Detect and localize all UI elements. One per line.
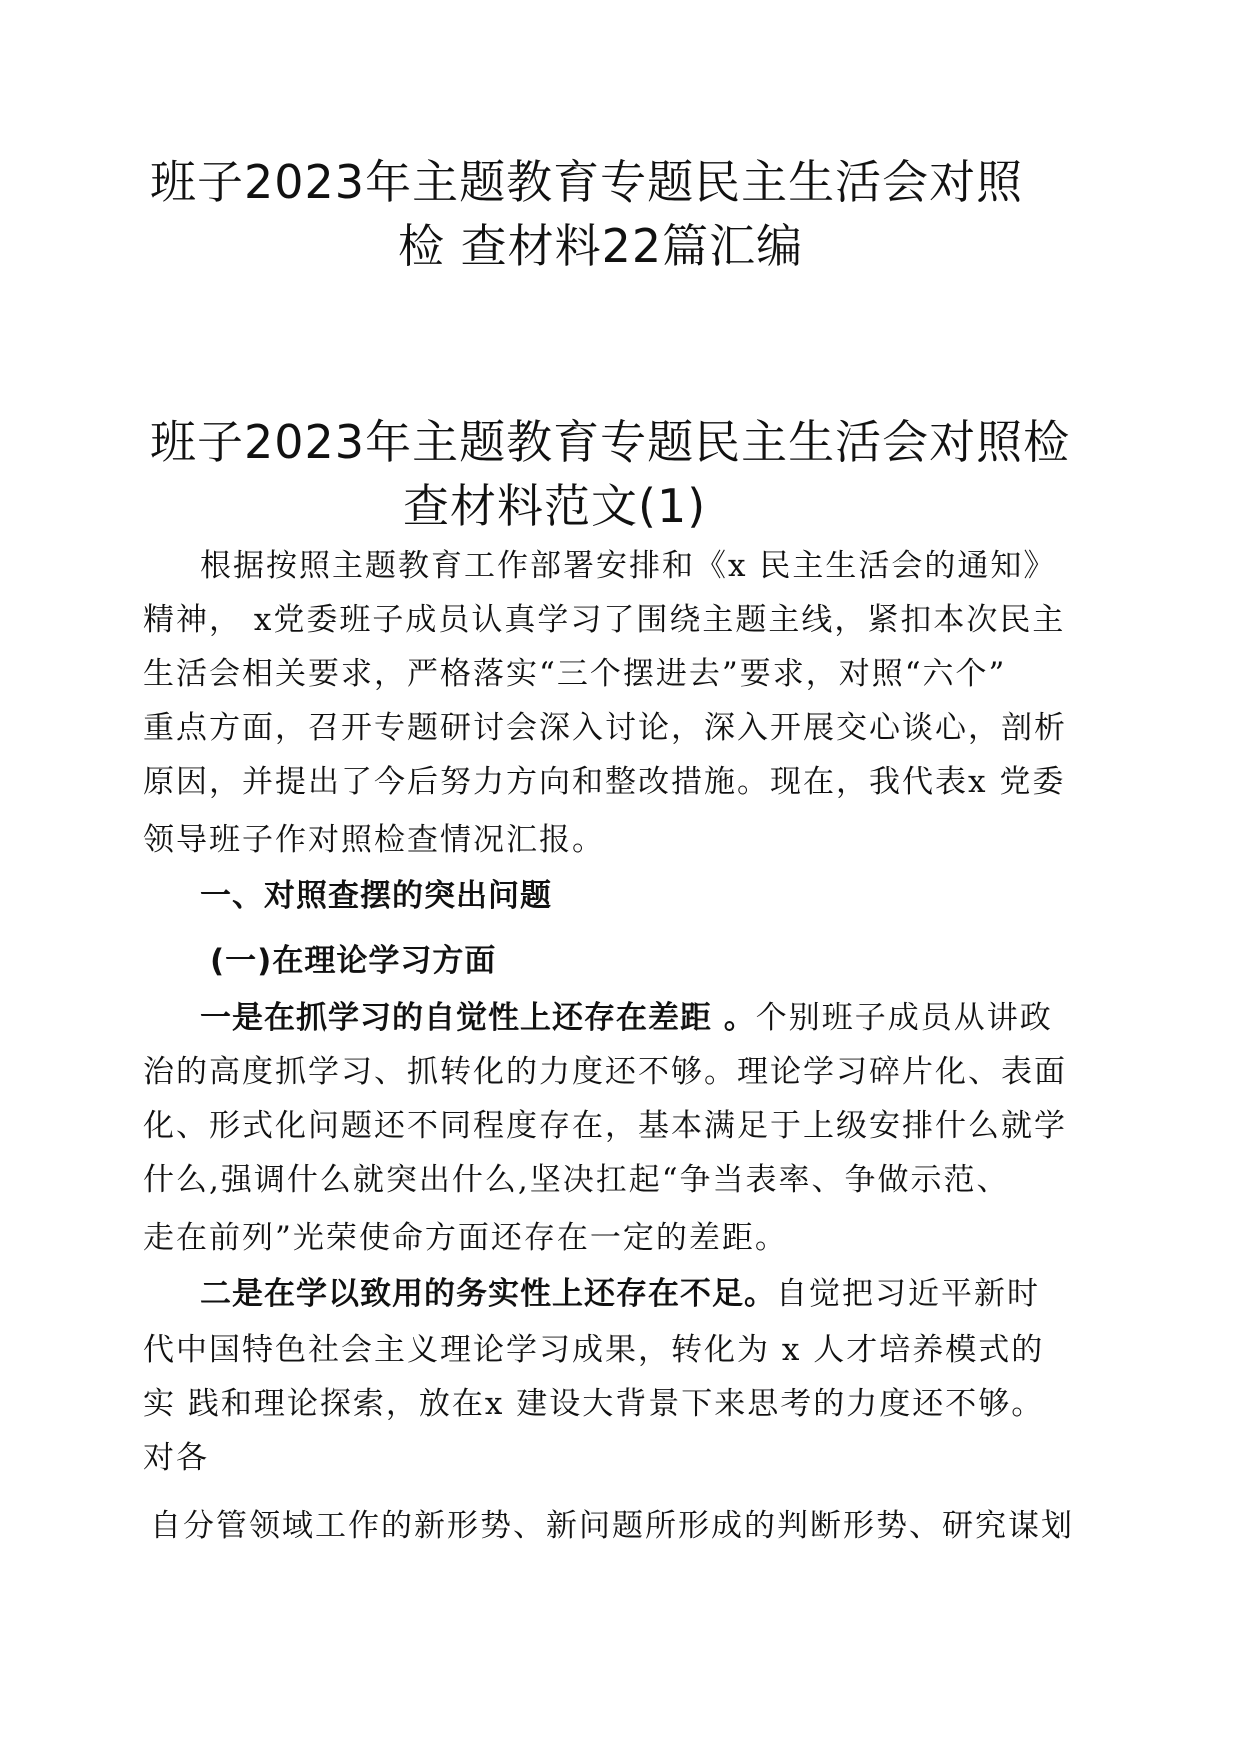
intro-line: 根据按照主题教育工作部署安排和《x 民主生活会的通知》	[200, 548, 1057, 584]
intro-line: 领导班子作对照检查情况汇报。	[143, 822, 605, 858]
paragraph-1-line: 治的高度抓学习、抓转化的力度还不够。理论学习碎片化、表面	[143, 1054, 1067, 1090]
paragraph-1-lead: 一是在抓学习的自觉性上还存在差距 。	[200, 1000, 756, 1036]
main-title-line-1: 班子2023年主题教育专题民主生活会对照	[150, 155, 1024, 209]
section-heading: 一、对照查摆的突出问题	[200, 878, 552, 914]
paragraph-1-line: 化、形式化问题还不同程度存在，基本满足于上级安排什么就学	[143, 1108, 1067, 1144]
sub-title	[150, 410, 1071, 538]
intro-line: 重点方面，召开专题研讨会深入讨论，深入开展交心谈心，剖析	[143, 710, 1067, 746]
paragraph-2-line: 代中国特色社会主义理论学习成果，转化为 x 人才培养模式的	[143, 1332, 1045, 1368]
paragraph-2-first-line	[200, 1268, 1040, 1313]
paragraph-1-line: 走在前列”光荣使命方面还存在一定的差距。	[143, 1220, 788, 1256]
intro-line: 生活会相关要求，严格落实“三个摆进去”要求，对照“六个”	[143, 656, 1007, 692]
intro-line: 原因，并提出了今后努力方向和整改措施。现在，我代表x 党委	[143, 764, 1066, 800]
paragraph-1-first-line	[200, 992, 1053, 1037]
main-title	[150, 150, 1050, 278]
sub-title-line-2: 查材料范文(1)	[403, 479, 707, 533]
intro-line: 精神， x党委班子成员认真学习了围绕主题主线，紧扣本次民主	[143, 602, 1066, 638]
sub-title-line-1: 班子2023年主题教育专题民主生活会对照检	[150, 415, 1071, 469]
paragraph-2-line: 对各	[143, 1440, 209, 1476]
main-title-line-2: 检 查材料22篇汇编	[398, 219, 804, 273]
subsection-heading: (一)在理论学习方面	[210, 943, 497, 979]
paragraph-2-lead: 二是在学以致用的务实性上还存在不足。	[200, 1276, 776, 1312]
paragraph-2-line: 自分管领域工作的新形势、新问题所形成的判断形势、研究谋划	[150, 1508, 1074, 1544]
paragraph-1-line: 什么,强调什么就突出什么,坚决扛起“争当表率、争做示范、	[143, 1162, 1010, 1198]
paragraph-2-line: 实 践和理论探索，放在x 建设大背景下来思考的力度还不够。	[143, 1386, 1045, 1422]
paragraph-1-first-rest: 个别班子成员从讲政	[755, 1000, 1053, 1036]
paragraph-2-first-rest: 自觉把习近平新时	[776, 1276, 1040, 1312]
